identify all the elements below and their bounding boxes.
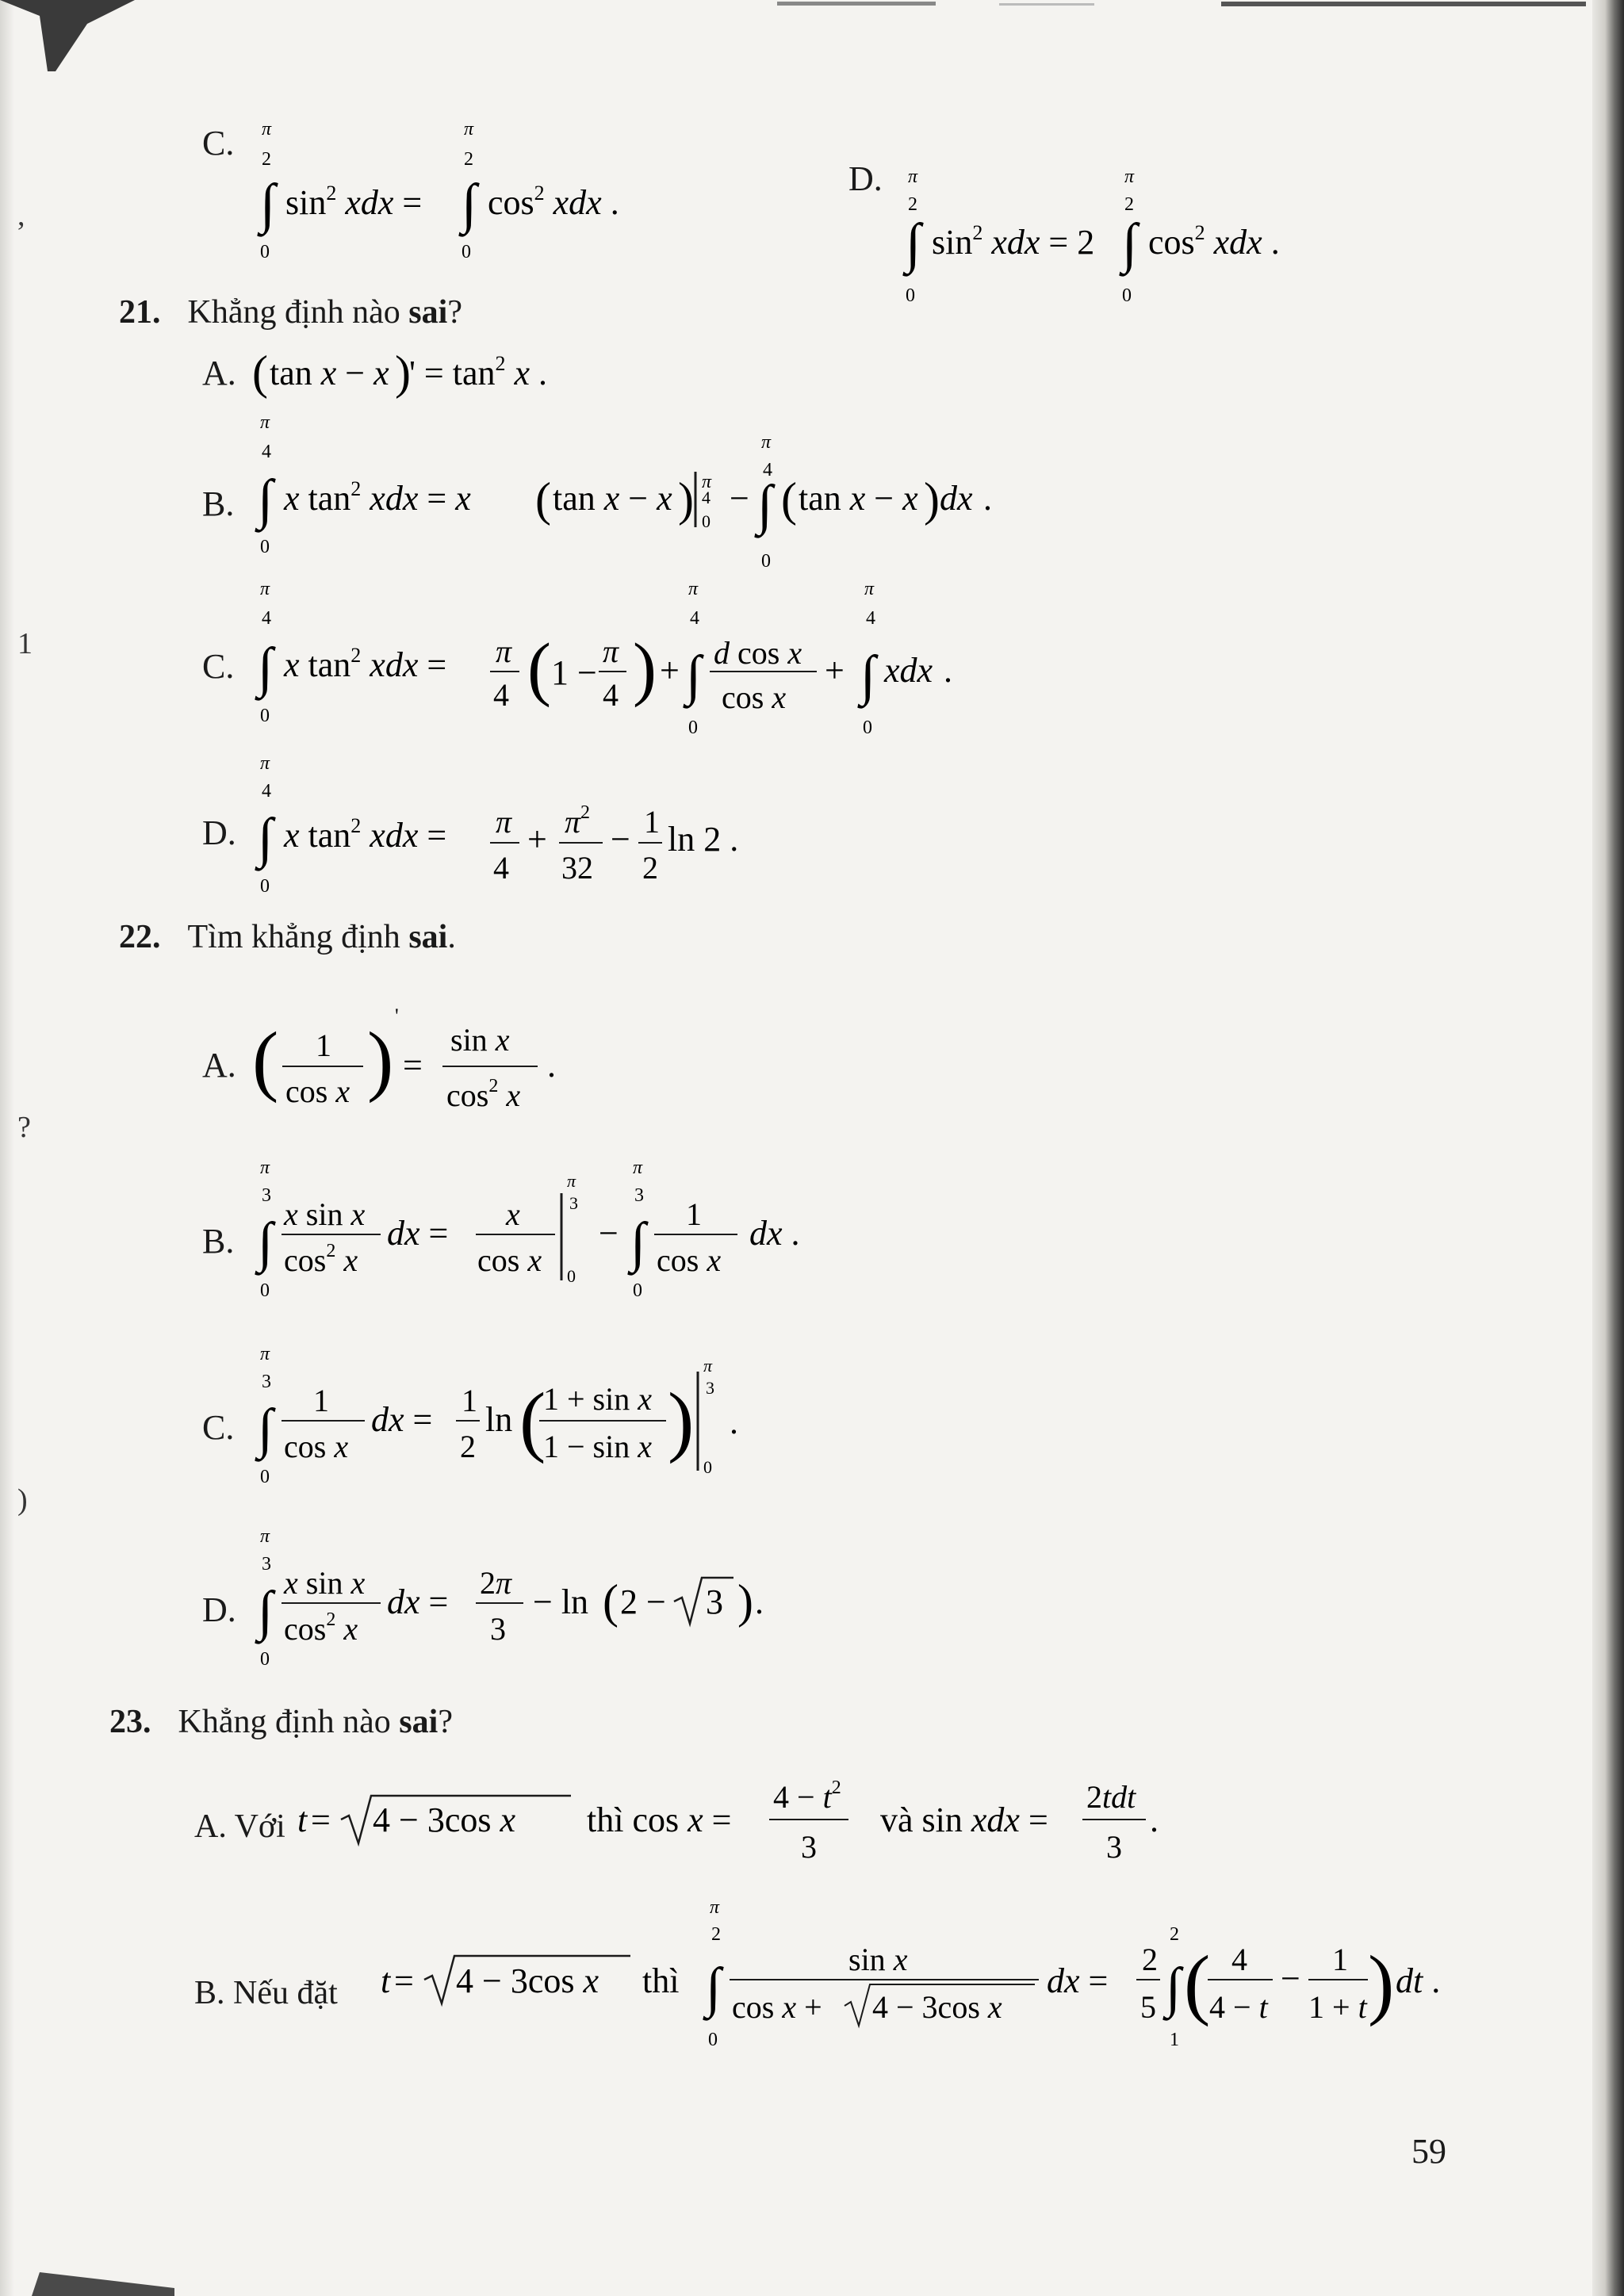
svg-text:3: 3 — [634, 1185, 644, 1206]
svg-text:∫: ∫ — [462, 174, 477, 235]
q20-option-d-formula — [896, 166, 1340, 317]
svg-text:cos x: cos x — [657, 1242, 722, 1278]
svg-text:∫: ∫ — [260, 174, 276, 235]
svg-text:(: ( — [535, 473, 551, 526]
top-scan-artifact — [777, 0, 1586, 11]
svg-text:0: 0 — [260, 1280, 270, 1301]
svg-text:.: . — [547, 1046, 556, 1085]
svg-text:2: 2 — [642, 850, 658, 886]
svg-text:=: = — [403, 1046, 423, 1085]
svg-text:cos2 x: $\cos^2 x$ — [284, 1241, 358, 1278]
svg-text:π: π — [260, 1344, 270, 1364]
option-label: A. — [202, 1046, 236, 1085]
q22-option-a-formula — [252, 999, 617, 1134]
q22-option-a — [202, 1045, 250, 1085]
svg-text:π: π — [262, 119, 272, 140]
svg-text:0: 0 — [863, 718, 872, 738]
svg-text:−: − — [599, 1214, 619, 1253]
option-label: D. — [202, 813, 236, 852]
question-end: . — [447, 919, 456, 955]
svg-text:∫: ∫ — [258, 1581, 274, 1642]
q23-option-a-formula — [293, 1764, 1197, 1883]
svg-text:): ) — [668, 1376, 695, 1464]
svg-text:0: 0 — [761, 551, 771, 572]
svg-text:thì cos x =: thì cos x = — [587, 1800, 732, 1839]
margin-mark: 1 — [17, 627, 33, 660]
svg-text:3: 3 — [801, 1829, 817, 1865]
svg-text:∫: ∫ — [906, 213, 921, 274]
svg-text:(: ( — [603, 1575, 619, 1628]
svg-text:sin x: sin x — [848, 1942, 908, 1977]
svg-text:t: t — [381, 1961, 391, 2000]
svg-text:sin2 xdx =: $\sin^2$ xdx = — [285, 182, 423, 222]
svg-text:x tan2 xdx =: x $\tan^2$ xdx = — [284, 814, 447, 855]
svg-text:0: 0 — [260, 242, 270, 262]
svg-text:π: π — [260, 579, 270, 599]
svg-text:x tan2 xdx =: x $\tan^2$ xdx = — [284, 644, 447, 684]
margin-mark: ? — [17, 1111, 31, 1144]
svg-text:1: 1 — [316, 1027, 331, 1063]
page-corner-shadow — [0, 0, 135, 71]
svg-text:tan x − x: tan x − x — [270, 354, 389, 392]
svg-text:π: π — [260, 753, 270, 774]
svg-text:3: 3 — [262, 1372, 271, 1392]
svg-text:0: 0 — [688, 718, 698, 738]
svg-text:tan x − x: tan x − x — [553, 479, 672, 518]
svg-text:cos x: cos x — [285, 1073, 350, 1109]
svg-text:4 − 3cos x: 4 − 3cos x — [872, 1989, 1002, 2025]
svg-text:4: 4 — [1231, 1942, 1247, 1977]
svg-text:π: π — [864, 579, 875, 599]
svg-text:4 − 3cos x: 4 − 3cos x — [456, 1961, 599, 2000]
svg-text:2: 2 — [262, 149, 271, 170]
question-keyword: sai — [408, 919, 448, 955]
svg-text:+: + — [660, 651, 680, 690]
q23-option-b-formula — [377, 1891, 1487, 2065]
svg-text:dx .: dx . — [749, 1214, 800, 1253]
svg-text:2: 2 — [1170, 1924, 1179, 1945]
svg-text:cos2 x: $\cos^2 x$ — [446, 1076, 521, 1113]
svg-text:.: . — [730, 1402, 738, 1441]
svg-text:cos x +: cos x + — [732, 1989, 822, 2025]
svg-text:π: π — [464, 119, 474, 140]
svg-text:0: 0 — [702, 511, 710, 531]
question-21 — [119, 293, 462, 331]
svg-text:−: − — [1281, 1959, 1300, 1998]
svg-text:1: 1 — [313, 1383, 329, 1418]
option-label: A. Với — [194, 1808, 285, 1845]
svg-text:ln: ln — [485, 1400, 513, 1439]
question-text: Khẳng định nào — [178, 1704, 400, 1740]
svg-text:3: 3 — [706, 1582, 723, 1621]
svg-text:1: 1 — [1170, 2030, 1179, 2050]
svg-text:4: 4 — [493, 677, 509, 713]
svg-text:32: 32 — [561, 850, 593, 886]
svg-text:2: 2 — [460, 1429, 476, 1464]
svg-text:4: 4 — [690, 608, 699, 629]
svg-text:cos2 xdx .: $\cos^2$ xdx . — [488, 182, 619, 222]
svg-text:3: 3 — [262, 1185, 271, 1206]
svg-text:cos x: cos x — [722, 679, 787, 715]
svg-text:4: 4 — [702, 488, 710, 507]
option-label: B. — [202, 1222, 235, 1261]
svg-text:2: 2 — [1124, 194, 1134, 215]
svg-text:cos x: cos x — [284, 1429, 349, 1464]
option-label: D. — [202, 1590, 236, 1629]
svg-text:dx =: dx = — [371, 1400, 433, 1439]
q21-option-c — [202, 646, 250, 687]
svg-text:sin2 xdx = 2: $\sin^2$ xdx = 2 — [932, 221, 1095, 262]
q21-option-a — [202, 353, 250, 393]
svg-text:0: 0 — [462, 242, 471, 262]
svg-text:+: + — [527, 820, 547, 859]
question-end: ? — [438, 1704, 453, 1740]
svg-text:π: π — [702, 472, 712, 492]
question-number: 23. — [109, 1704, 151, 1740]
page-number: 59 — [1411, 2132, 1446, 2171]
page-corner-shadow-bottom — [32, 2264, 174, 2296]
question-text: Tìm khẳng định — [187, 919, 409, 955]
svg-text:2: 2 — [908, 194, 917, 215]
svg-text:4: 4 — [262, 442, 271, 462]
svg-text:1 − sin x: 1 − sin x — [543, 1429, 653, 1464]
svg-text:3: 3 — [706, 1378, 714, 1398]
svg-text:và sin xdx =: và sin xdx = — [880, 1800, 1048, 1839]
svg-text:−: − — [730, 479, 749, 518]
q22-option-d — [202, 1590, 250, 1630]
svg-text:0: 0 — [567, 1266, 576, 1286]
svg-text:cos2 xdx .: $\cos^2$ xdx . — [1148, 221, 1280, 262]
svg-text:2: 2 — [464, 149, 473, 170]
option-label: C. — [202, 647, 235, 686]
svg-text:): ) — [395, 346, 411, 399]
question-23 — [109, 1703, 453, 1741]
q21-option-b-formula — [254, 408, 1015, 583]
svg-text:dx =: dx = — [1047, 1961, 1109, 2000]
svg-text:3: 3 — [490, 1611, 506, 1647]
svg-text:π: π — [496, 804, 512, 840]
question-number: 21. — [119, 294, 161, 331]
svg-text:π: π — [603, 633, 619, 669]
svg-text:∫: ∫ — [258, 1399, 274, 1460]
svg-text:3: 3 — [262, 1554, 271, 1575]
svg-text:(: ( — [527, 629, 551, 708]
svg-text:3: 3 — [569, 1193, 578, 1213]
svg-text:−: − — [611, 820, 630, 859]
q21-option-d-formula — [254, 749, 825, 908]
svg-text:x sin x: x sin x — [284, 1565, 366, 1601]
svg-text:π: π — [761, 432, 772, 453]
svg-text:+: + — [825, 651, 845, 690]
svg-text:0: 0 — [703, 1457, 712, 1477]
svg-text:2: 2 — [711, 1924, 721, 1945]
svg-text:1 + t: 1 + t — [1308, 1989, 1367, 2025]
svg-text:ln 2 .: ln 2 . — [668, 820, 739, 859]
svg-text:): ) — [1368, 1939, 1395, 2027]
svg-text:): ) — [633, 629, 657, 708]
svg-text:): ) — [678, 473, 694, 526]
svg-text:∫: ∫ — [757, 475, 773, 536]
svg-text:): ) — [924, 473, 940, 526]
svg-text:∫: ∫ — [630, 1212, 646, 1273]
svg-text:x tan2 xdx = x: x $\tan^2$ xdx = x — [284, 477, 471, 518]
svg-text:4: 4 — [493, 850, 509, 886]
svg-text:': ' — [395, 1004, 399, 1027]
svg-text:cos2 x: $\cos^2 x$ — [284, 1609, 358, 1647]
svg-text:dx =: dx = — [387, 1582, 449, 1621]
margin-mark: , — [17, 199, 25, 232]
svg-text:∫: ∫ — [258, 808, 274, 869]
svg-text:3: 3 — [1106, 1829, 1122, 1865]
svg-text:π: π — [496, 633, 512, 669]
svg-text:∫: ∫ — [706, 1957, 722, 2019]
svg-text:2: 2 — [1142, 1942, 1158, 1977]
svg-text:.: . — [1150, 1800, 1159, 1839]
q22-option-d-formula — [254, 1522, 825, 1681]
svg-text:− ln: − ln — [533, 1582, 589, 1621]
svg-text:0: 0 — [260, 1467, 270, 1487]
svg-text:π: π — [703, 1356, 713, 1376]
svg-text:d cos x: d cos x — [714, 635, 802, 671]
svg-text:4: 4 — [262, 781, 271, 802]
q21-option-a-formula — [252, 341, 617, 404]
svg-text:4 − t2: $4 - t^2$ — [773, 1777, 841, 1815]
question-22 — [119, 918, 456, 956]
q21-option-c-formula — [254, 575, 983, 757]
question-keyword: sai — [399, 1704, 439, 1740]
svg-text:∫: ∫ — [1122, 213, 1138, 274]
svg-text:π: π — [633, 1158, 643, 1178]
svg-text:' = tan2 x .: ' = $\tan^2 x$ . — [409, 352, 548, 392]
svg-text:(: ( — [252, 1016, 279, 1104]
svg-text:0: 0 — [260, 876, 270, 897]
svg-text:t: t — [297, 1800, 308, 1839]
svg-text:xdx: xdx — [884, 651, 933, 690]
q21-option-d — [202, 813, 250, 853]
svg-text:2π: 2π — [480, 1565, 512, 1601]
q22-option-c-formula — [254, 1340, 761, 1498]
svg-text:4: 4 — [603, 677, 619, 713]
svg-text:dx =: dx = — [387, 1214, 449, 1253]
q23-option-a — [194, 1808, 285, 1846]
question-keyword: sai — [408, 294, 448, 331]
svg-text:1: 1 — [644, 804, 660, 840]
svg-text:.: . — [944, 651, 952, 690]
svg-text:0: 0 — [260, 537, 270, 557]
svg-text:π: π — [260, 1158, 270, 1178]
svg-text:π: π — [1124, 166, 1135, 187]
q21-option-b — [202, 484, 250, 524]
svg-text:thì: thì — [642, 1961, 680, 2000]
option-label: D. — [848, 159, 883, 198]
svg-text:π: π — [688, 579, 699, 599]
svg-text:5: 5 — [1140, 1989, 1156, 2025]
svg-text:4: 4 — [866, 608, 875, 629]
question-number: 22. — [119, 919, 161, 955]
svg-text:2 −: 2 − — [620, 1582, 666, 1621]
svg-text:x sin x: x sin x — [284, 1196, 366, 1232]
svg-text:0: 0 — [1122, 285, 1132, 306]
page-edge-left — [0, 0, 14, 2296]
svg-text:∫: ∫ — [258, 637, 274, 698]
svg-text:4: 4 — [763, 460, 772, 480]
question-end: ? — [447, 294, 462, 331]
svg-text:π: π — [260, 412, 270, 433]
svg-text:cos x: cos x — [477, 1242, 542, 1278]
q23-option-b — [194, 1974, 338, 2012]
svg-text:dt .: dt . — [1396, 1961, 1441, 2000]
q22-option-b-formula — [254, 1154, 825, 1312]
option-label: C. — [202, 1408, 235, 1447]
svg-text:π: π — [260, 1526, 270, 1547]
svg-text:4: 4 — [262, 608, 271, 629]
svg-text:(: ( — [252, 346, 268, 399]
svg-text:∫: ∫ — [686, 645, 702, 706]
svg-text:1: 1 — [462, 1383, 477, 1418]
svg-text:∫: ∫ — [860, 645, 876, 706]
svg-text:1: 1 — [1332, 1942, 1348, 1977]
svg-text:): ) — [737, 1575, 753, 1628]
svg-text:0: 0 — [906, 285, 915, 306]
option-label: B. Nếu đặt — [194, 1975, 338, 2011]
svg-text:0: 0 — [708, 2030, 718, 2050]
svg-text:π: π — [908, 166, 918, 187]
svg-text:0: 0 — [260, 1649, 270, 1670]
svg-text:π: π — [710, 1897, 720, 1918]
svg-text:4 − t: 4 − t — [1209, 1989, 1268, 2025]
svg-text:): ) — [367, 1016, 394, 1104]
page-edge-right — [1592, 0, 1624, 2296]
svg-text:0: 0 — [633, 1280, 642, 1301]
q22-option-b — [202, 1221, 250, 1261]
svg-text:∫: ∫ — [258, 1212, 274, 1273]
margin-mark: ) — [17, 1483, 28, 1517]
svg-text:sin x: sin x — [450, 1022, 510, 1058]
q22-option-c — [202, 1407, 250, 1448]
question-text: Khẳng định nào — [187, 294, 409, 331]
q20-option-c-formula — [254, 119, 666, 277]
svg-text:(: ( — [519, 1376, 546, 1464]
svg-text:π: π — [567, 1171, 576, 1191]
q20-option-c — [202, 123, 250, 163]
option-label: A. — [202, 354, 236, 392]
svg-text:π2: $\pi^2$ — [565, 802, 591, 840]
svg-text:.: . — [755, 1582, 764, 1621]
svg-text:=: = — [394, 1961, 414, 2000]
svg-text:1 + sin x: 1 + sin x — [543, 1381, 653, 1417]
svg-text:4 − 3cos x: 4 − 3cos x — [373, 1800, 515, 1839]
svg-text:∫: ∫ — [1166, 1957, 1182, 2019]
svg-text:0: 0 — [260, 706, 270, 726]
option-label: B. — [202, 484, 235, 523]
svg-text:=: = — [311, 1800, 331, 1839]
svg-text:∫: ∫ — [258, 469, 274, 530]
svg-text:1: 1 — [686, 1196, 702, 1232]
svg-text:1 −: 1 − — [551, 653, 597, 692]
svg-text:x: x — [506, 1196, 520, 1232]
svg-text:dx: dx — [940, 479, 973, 518]
svg-text:2tdt: 2tdt — [1086, 1779, 1136, 1815]
svg-text:.: . — [983, 479, 992, 518]
svg-text:tan x − x: tan x − x — [799, 479, 918, 518]
svg-text:(: ( — [1184, 1939, 1211, 2027]
q20-option-d — [848, 159, 896, 199]
svg-text:(: ( — [781, 473, 797, 526]
option-label: C. — [202, 124, 235, 163]
